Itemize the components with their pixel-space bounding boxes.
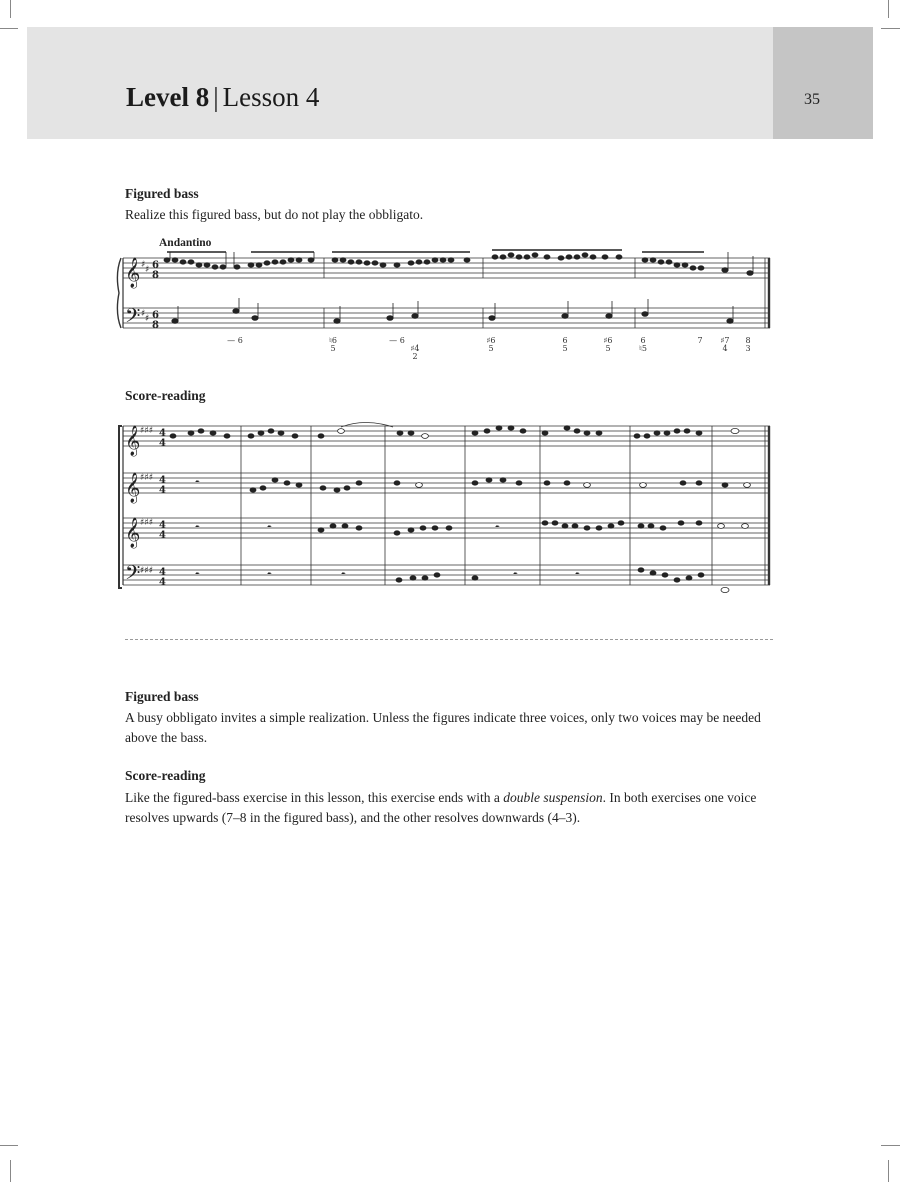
svg-text:♯6: ♯6 (486, 336, 496, 345)
svg-text:2: 2 (412, 352, 418, 361)
svg-text:4: 4 (159, 485, 166, 496)
section-divider (125, 639, 773, 640)
page-number-box (773, 27, 873, 139)
svg-text:4: 4 (159, 520, 166, 531)
crop-mark (10, 0, 11, 18)
figured-bass-heading: Figured bass (125, 186, 199, 201)
svg-text:♮6: ♮6 (329, 336, 337, 345)
svg-text:8: 8 (152, 270, 159, 281)
tempo-marking: Andantino (159, 237, 212, 249)
svg-text:4: 4 (159, 438, 166, 449)
svg-text:— 6: — 6 (227, 336, 243, 345)
svg-text:𝄢: 𝄢 (125, 561, 141, 589)
svg-text:3: 3 (745, 344, 751, 353)
svg-text:4: 4 (159, 475, 166, 486)
svg-text:♯7: ♯7 (720, 336, 730, 345)
svg-text:4: 4 (159, 428, 166, 439)
svg-text:𝄼: 𝄼 (267, 567, 272, 581)
figured-bass-instruction: Realize this figured bass, but do not play the obbligato. (125, 207, 424, 222)
crop-mark (881, 28, 900, 29)
crop-mark (0, 1145, 18, 1146)
commentary-score-reading-text (125, 788, 770, 828)
svg-text:8: 8 (745, 336, 751, 345)
svg-text:♯: ♯ (145, 314, 150, 324)
crop-mark (0, 28, 18, 29)
svg-text:𝄼: 𝄼 (495, 520, 500, 534)
svg-text:♯: ♯ (145, 265, 150, 275)
crop-mark (888, 0, 889, 18)
svg-text:𝄞: 𝄞 (125, 258, 141, 288)
svg-text:♯4: ♯4 (410, 344, 420, 353)
svg-text:6: 6 (562, 336, 568, 345)
svg-text:7: 7 (697, 336, 703, 345)
figured-bass-score (115, 248, 775, 378)
svg-text:♯6: ♯6 (603, 336, 613, 345)
svg-text:4: 4 (722, 344, 728, 353)
crop-mark (888, 1160, 889, 1182)
text-segment: Like the figured-bass exercise in this lesson, this exercise ends with a (125, 790, 504, 805)
svg-text:𝄼: 𝄼 (195, 567, 200, 581)
svg-text:5: 5 (488, 344, 494, 353)
svg-text:6: 6 (152, 310, 159, 321)
svg-text:𝄼: 𝄼 (195, 520, 200, 534)
svg-text:𝄞: 𝄞 (125, 473, 141, 503)
svg-text:𝄼: 𝄼 (341, 567, 346, 581)
commentary-figured-bass-heading: Figured bass (125, 689, 199, 704)
svg-text:♯♯♯: ♯♯♯ (140, 426, 154, 436)
svg-text:4: 4 (159, 567, 166, 578)
crop-mark (881, 1145, 900, 1146)
commentary-figured-bass-text: A busy obbligato invites a simple realization. Unless the figures indicate three voices, only two voices may be needed above the bass. (125, 710, 761, 745)
svg-text:♮5: ♮5 (639, 344, 647, 353)
svg-text:𝄢: 𝄢 (125, 304, 141, 332)
lesson-label: Lesson 4 (222, 82, 320, 112)
svg-text:𝄞: 𝄞 (125, 518, 141, 548)
svg-text:4: 4 (159, 577, 166, 588)
svg-text:♯♯♯: ♯♯♯ (140, 518, 154, 528)
title-separator: | (213, 82, 219, 112)
svg-text:6: 6 (152, 260, 159, 271)
text-segment: . In both exercises one voice resolves upwards (7–8 in the figured bass), and the other resolves downwards (4–3). (125, 790, 757, 825)
svg-text:𝄼: 𝄼 (575, 567, 580, 581)
svg-text:8: 8 (152, 320, 159, 331)
page-number: 35 (804, 91, 820, 108)
svg-text:♯: ♯ (141, 260, 146, 270)
svg-text:♯: ♯ (141, 309, 146, 319)
svg-text:6: 6 (640, 336, 646, 345)
level-label: Level 8 (126, 82, 210, 112)
commentary-score-reading-heading: Score-reading (125, 768, 206, 783)
svg-text:5: 5 (605, 344, 611, 353)
svg-text:𝄞: 𝄞 (125, 426, 141, 456)
page-title (126, 82, 319, 113)
double-suspension-term: double suspension (503, 790, 603, 805)
svg-text:— 6: — 6 (389, 336, 405, 345)
svg-text:𝄼: 𝄼 (195, 475, 200, 489)
svg-text:5: 5 (330, 344, 336, 353)
svg-text:5: 5 (562, 344, 568, 353)
svg-text:4: 4 (159, 530, 166, 541)
svg-text:♯♯♯: ♯♯♯ (140, 566, 154, 576)
score-reading-heading: Score-reading (125, 388, 206, 403)
svg-text:♯♯♯: ♯♯♯ (140, 473, 154, 483)
score-reading-score (115, 418, 775, 603)
svg-text:𝄼: 𝄼 (267, 520, 272, 534)
svg-text:𝄼: 𝄼 (513, 567, 518, 581)
crop-mark (10, 1160, 11, 1182)
